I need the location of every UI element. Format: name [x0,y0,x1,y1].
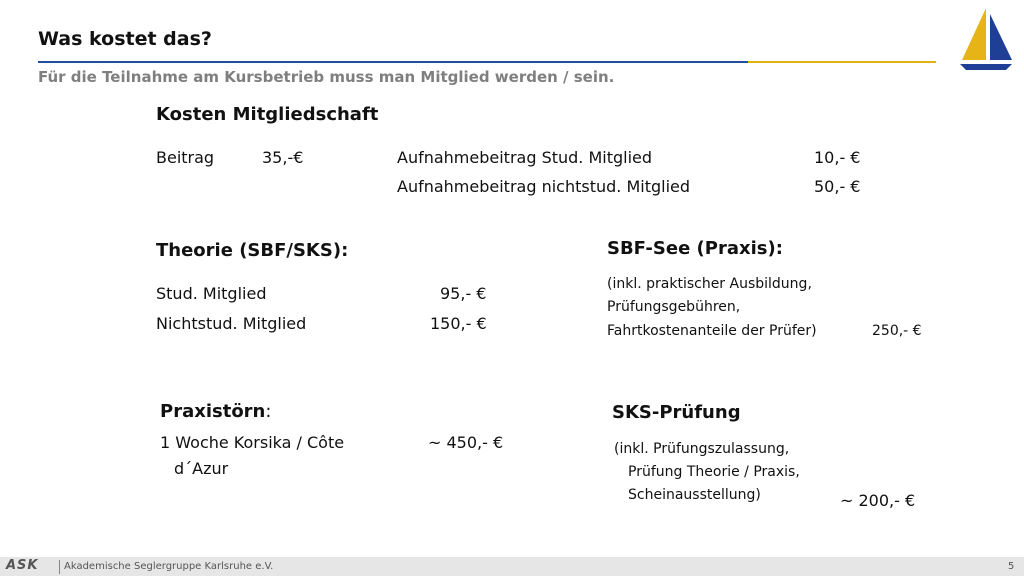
praxistoern-heading-colon: : [265,401,272,422]
sks-line: (inkl. Prüfungszulassung, [614,441,790,457]
footer-separator [59,560,60,574]
page-number: 5 [1008,561,1015,572]
title-rule-gold [748,61,936,63]
membership-row-value: 50,- € [814,177,861,196]
sbf-see-heading: SBF-See (Praxis): [607,238,783,259]
membership-row-value: 10,- € [814,148,861,167]
footer-organization: Akademische Seglergruppe Karlsruhe e.V. [64,561,274,572]
sks-heading: SKS-Prüfung [612,402,741,423]
membership-fee-value: 35,-€ [262,148,304,167]
sks-line: Prüfung Theorie / Praxis, [628,464,800,480]
sbf-see-line: Prüfungsgebühren, [607,299,741,315]
praxistoern-value: ~ 450,- € [428,433,504,452]
membership-fee-label: Beitrag [156,148,215,167]
praxistoern-line: 1 Woche Korsika / Côte [160,433,345,452]
sbf-see-value: 250,- € [872,323,922,339]
theory-row-label: Stud. Mitglied [156,284,267,303]
praxistoern-heading-text: Praxistörn [160,401,266,422]
theory-heading: Theorie (SBF/SKS): [156,240,349,261]
page-subtitle: Für die Teilnahme am Kursbetrieb muss man Mitglied werden / sein. [38,68,615,86]
title-rule-blue [38,61,748,63]
praxistoern-line: d´Azur [174,459,229,478]
praxistoern-heading [160,401,271,422]
theory-row-value: 95,- € [440,284,487,303]
theory-row-label: Nichtstud. Mitglied [156,314,307,333]
membership-row-label: Aufnahmebeitrag nichtstud. Mitglied [397,177,691,196]
theory-row-value: 150,- € [430,314,487,333]
membership-row-label: Aufnahmebeitrag Stud. Mitglied [397,148,653,167]
sbf-see-line: (inkl. praktischer Ausbildung, [607,276,812,292]
ask-logo: ASK [6,558,39,573]
membership-heading: Kosten Mitgliedschaft [156,104,379,125]
sbf-see-line: Fahrtkostenanteile der Prüfer) [607,323,817,339]
page-title: Was kostet das? [38,28,212,50]
sks-line: Scheinausstellung) [628,487,761,503]
sailboat-logo-icon [956,6,1016,74]
sks-value: ~ 200,- € [840,491,916,510]
